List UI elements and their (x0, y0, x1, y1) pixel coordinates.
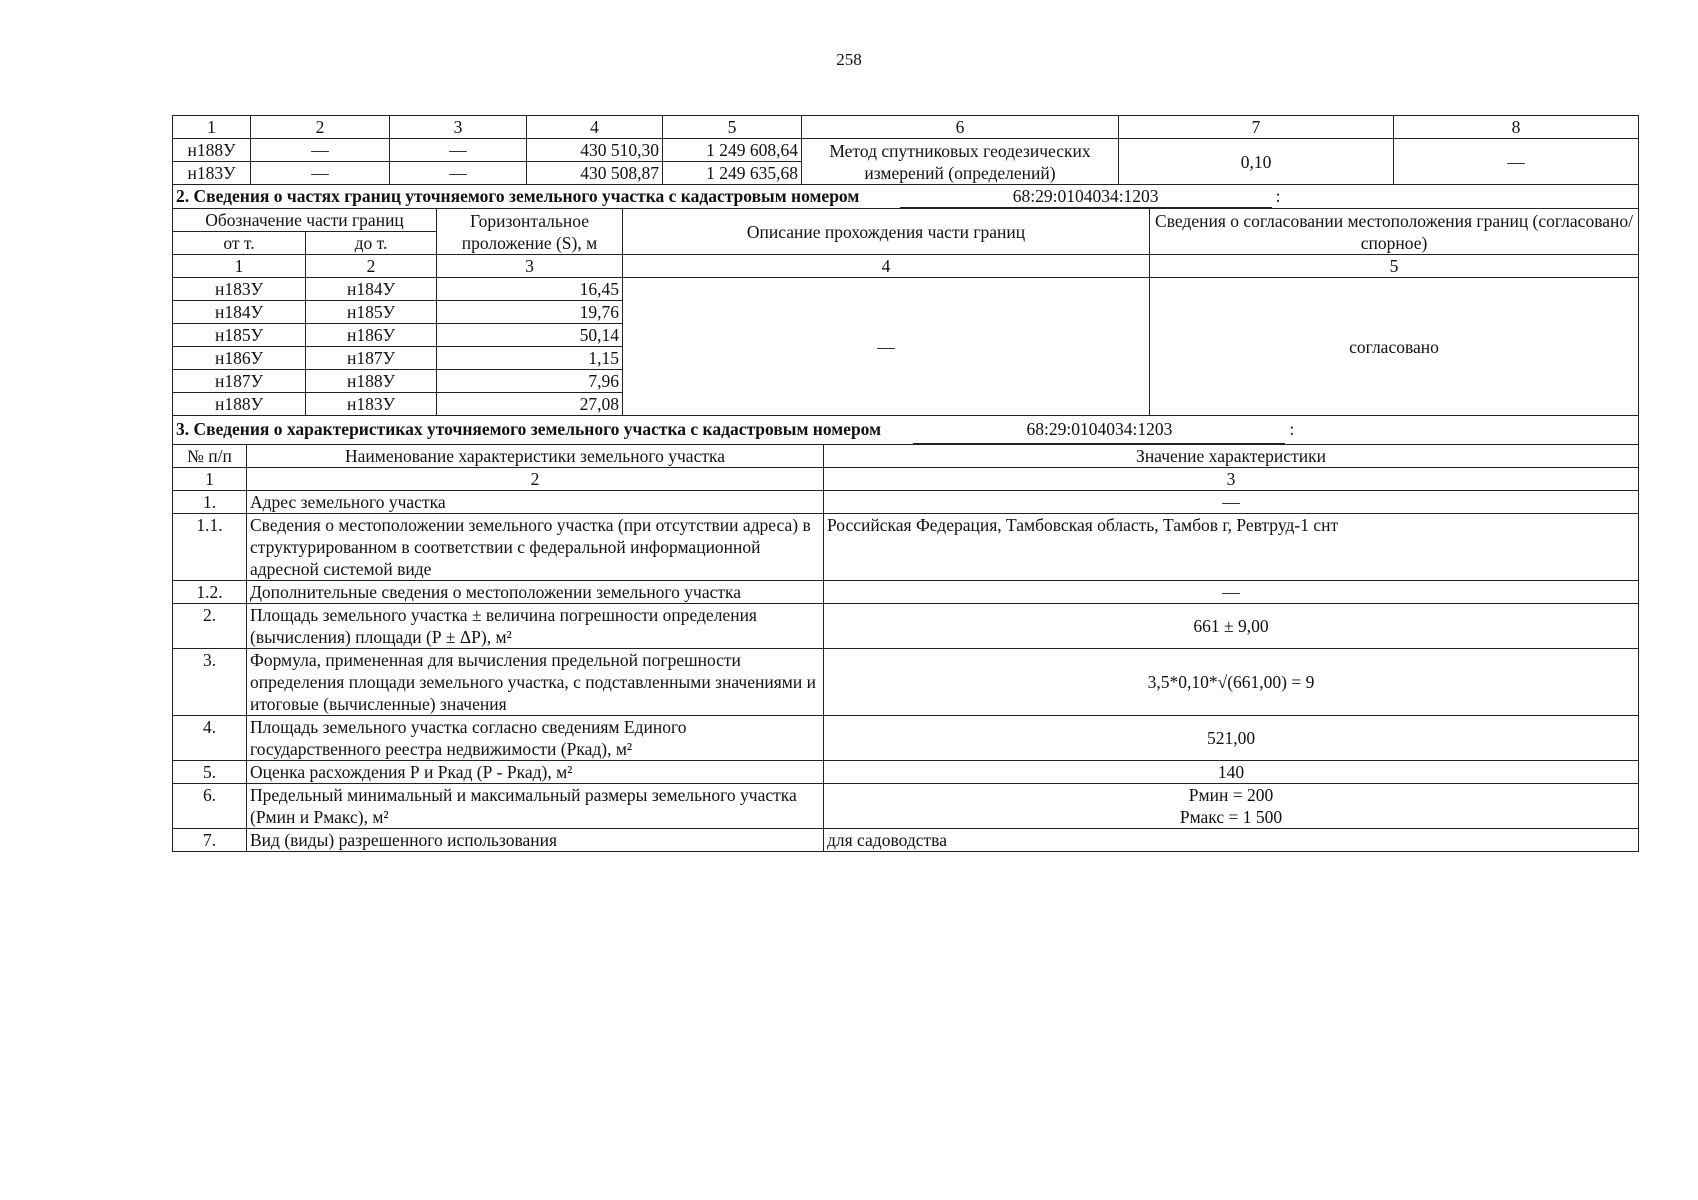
colon: : (1275, 186, 1281, 206)
char-name: Площадь земельного участка ± величина погрешности определения (вычисления) площади (Р ± ΔР), м² (247, 604, 824, 649)
boundary-parts-table (172, 185, 1639, 416)
horizontal-value: 1,15 (437, 347, 623, 370)
coord-y: 1 249 635,68 (663, 162, 802, 185)
method-cell: Метод спутниковых геодезических измерений (определений) (802, 139, 1119, 185)
row-num: 7. (173, 829, 247, 852)
from-point: н187У (173, 370, 306, 393)
row-num: 1.2. (173, 581, 247, 604)
char-name: Вид (виды) разрешенного использования (247, 829, 824, 852)
horizontal-value: 27,08 (437, 393, 623, 416)
char-name: Площадь земельного участка согласно сведениям Единого государственного реестра недвижимости (Ркад), м² (247, 716, 824, 761)
cell-value: — (251, 139, 390, 162)
table-row (173, 278, 1639, 301)
col-number: 1 (173, 468, 247, 491)
point-name: н188У (173, 139, 251, 162)
cell-value: — (251, 162, 390, 185)
from-point: н183У (173, 278, 306, 301)
table-row (173, 581, 1639, 604)
table-header-row (173, 445, 1639, 468)
char-name: Предельный минимальный и максимальный размеры земельного участка (Рмин и Рмакс), м² (247, 784, 824, 829)
col-number-row (173, 468, 1639, 491)
char-value (824, 784, 1639, 829)
to-point: н186У (306, 324, 437, 347)
from-point: н184У (173, 301, 306, 324)
part-designation-header: Обозначение части границ (173, 209, 437, 232)
char-value: Российская Федерация, Тамбовская область, Тамбов г, Ревтруд-1 снт (824, 514, 1639, 581)
table-row (173, 716, 1639, 761)
cell-value: — (390, 162, 527, 185)
table-header-row (173, 209, 1639, 232)
from-point: н185У (173, 324, 306, 347)
col-number: 5 (1150, 255, 1639, 278)
row-num: 1. (173, 491, 247, 514)
table-row (173, 491, 1639, 514)
table-row (173, 139, 1639, 162)
char-name: Формула, примененная для вычисления предельной погрешности определения площади земельного участка, с подставленными значениями и итоговые (вычисленные) значения (247, 649, 824, 716)
char-value: — (824, 581, 1639, 604)
agreement-header: Сведения о согласовании местоположения границ (согласовано/спорное) (1150, 209, 1639, 255)
col-number: 1 (173, 116, 251, 139)
char-name: Дополнительные сведения о местоположении земельного участка (247, 581, 824, 604)
colon: : (1289, 419, 1295, 439)
row-num: 1.1. (173, 514, 247, 581)
to-header: до т. (306, 232, 437, 255)
col-number-row (173, 255, 1639, 278)
cadastral-number: 68:29:0104034:1203 (913, 416, 1285, 444)
description-header: Описание прохождения части границ (623, 209, 1150, 255)
value-header: Значение характеристики (824, 445, 1639, 468)
col-number: 1 (173, 255, 306, 278)
row-num: 5. (173, 761, 247, 784)
to-point: н187У (306, 347, 437, 370)
char-value: — (824, 491, 1639, 514)
row-num: 3. (173, 649, 247, 716)
horizontal-value: 50,14 (437, 324, 623, 347)
section-2-title (173, 185, 1639, 209)
accuracy-cell: 0,10 (1119, 139, 1394, 185)
document-sheet (172, 115, 1638, 852)
to-point: н183У (306, 393, 437, 416)
horizontal-value: 19,76 (437, 301, 623, 324)
col8-cell: — (1394, 139, 1639, 185)
section-2-title-text: 2. Сведения о частях границ уточняемого земельного участка с кадастровым номером (176, 186, 860, 206)
table-row (173, 604, 1639, 649)
agreement-value: согласовано (1150, 278, 1639, 416)
col-number: 3 (437, 255, 623, 278)
row-num: 6. (173, 784, 247, 829)
min-size: Рмин = 200 (1188, 785, 1274, 805)
char-value: 521,00 (824, 716, 1639, 761)
col-number: 6 (802, 116, 1119, 139)
section-3-title-text: 3. Сведения о характеристиках уточняемого земельного участка с кадастровым номером (176, 419, 882, 439)
table-row (173, 784, 1639, 829)
row-num: 4. (173, 716, 247, 761)
char-value: 661 ± 9,00 (824, 604, 1639, 649)
char-value: 3,5*0,10*√(661,00) = 9 (824, 649, 1639, 716)
coord-y: 1 249 608,64 (663, 139, 802, 162)
table-row (173, 649, 1639, 716)
to-point: н184У (306, 278, 437, 301)
col-number: 2 (251, 116, 390, 139)
horizontal-value: 7,96 (437, 370, 623, 393)
coord-x: 430 508,87 (527, 162, 663, 185)
coord-x: 430 510,30 (527, 139, 663, 162)
from-header: от т. (173, 232, 306, 255)
table-header-row (173, 116, 1639, 139)
characteristics-table (172, 416, 1639, 852)
cell-value: — (390, 139, 527, 162)
from-point: н188У (173, 393, 306, 416)
section-title-row (173, 185, 1639, 209)
col-number: 3 (824, 468, 1639, 491)
section-title-row (173, 416, 1639, 445)
to-point: н185У (306, 301, 437, 324)
description-value: — (623, 278, 1150, 416)
col-number: 5 (663, 116, 802, 139)
page-number: 258 (836, 50, 862, 69)
coordinates-table (172, 115, 1639, 185)
row-num: 2. (173, 604, 247, 649)
horizontal-value: 16,45 (437, 278, 623, 301)
col-number: 2 (306, 255, 437, 278)
char-name: Сведения о местоположении земельного участка (при отсутствии адреса) в структурированном в соответствии с федеральной информационной адресной системой виде (247, 514, 824, 581)
char-value: 140 (824, 761, 1639, 784)
table-row (173, 514, 1639, 581)
col-number: 7 (1119, 116, 1394, 139)
section-3-title (173, 416, 1639, 445)
col-number: 2 (247, 468, 824, 491)
point-name: н183У (173, 162, 251, 185)
horizontal-header: Горизонтальное проложение (S), м (437, 209, 623, 255)
num-header: № п/п (173, 445, 247, 468)
col-number: 8 (1394, 116, 1639, 139)
max-size: Рмакс = 1 500 (1179, 807, 1283, 827)
char-name: Оценка расхождения Р и Ркад (Р - Ркад), м² (247, 761, 824, 784)
cadastral-number: 68:29:0104034:1203 (900, 185, 1272, 208)
table-row (173, 761, 1639, 784)
char-name: Адрес земельного участка (247, 491, 824, 514)
char-value: для садоводства (824, 829, 1639, 852)
table-row (173, 829, 1639, 852)
col-number: 3 (390, 116, 527, 139)
to-point: н188У (306, 370, 437, 393)
from-point: н186У (173, 347, 306, 370)
name-header: Наименование характеристики земельного участка (247, 445, 824, 468)
col-number: 4 (623, 255, 1150, 278)
col-number: 4 (527, 116, 663, 139)
